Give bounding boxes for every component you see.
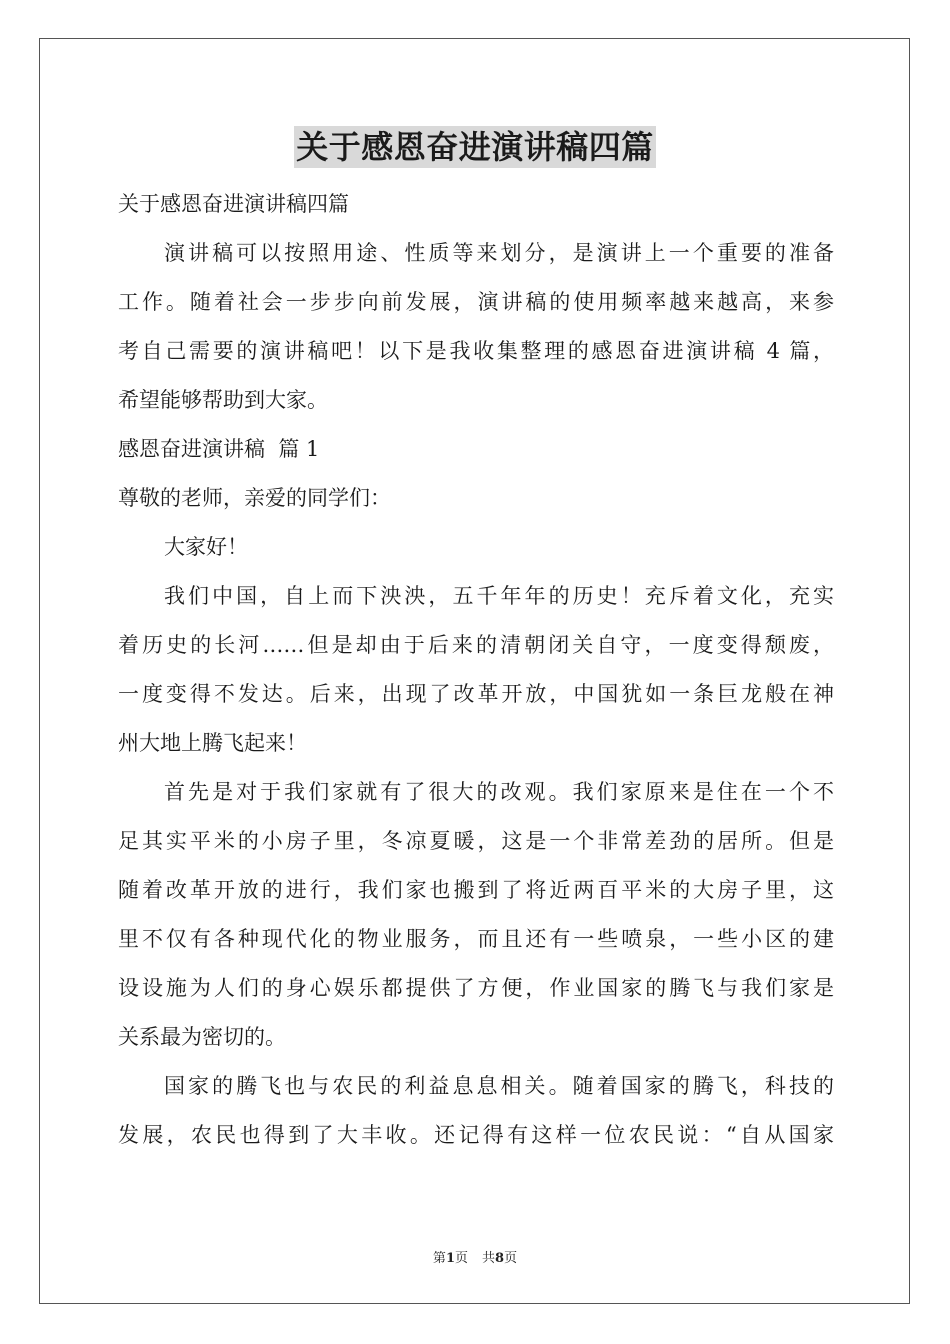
paragraph-line: 里不仅有各种现代化的物业服务，而且还有一些喷泉，一些小区的建 xyxy=(118,927,834,951)
subtitle: 关于感恩奋进演讲稿四篇 xyxy=(118,192,349,216)
intro-line: 希望能够帮助到大家。 xyxy=(118,388,328,412)
document-body xyxy=(118,180,834,1160)
page-number: 1 xyxy=(445,1251,455,1266)
title-block xyxy=(0,126,950,168)
intro-line: 考自己需要的演讲稿吧！以下是我收集整理的感恩奋进演讲稿 4 篇， xyxy=(118,339,834,363)
paragraph-line: 关系最为密切的。 xyxy=(118,1025,286,1049)
paragraph-line: 随着改革开放的进行，我们家也搬到了将近两百平米的大房子里，这 xyxy=(118,878,834,902)
total-prefix: 共 xyxy=(482,1251,496,1266)
paragraph-line: 着历史的长河……但是却由于后来的清朝闭关自守，一度变得颓废， xyxy=(118,633,834,657)
paragraph-line: 足其实平米的小房子里，冬凉夏暖，这是一个非常差劲的居所。但是 xyxy=(118,829,834,853)
paragraph-line: 设设施为人们的身心娱乐都提供了方便，作业国家的腾飞与我们家是 xyxy=(118,976,834,1000)
salutation: 尊敬的老师，亲爱的同学们： xyxy=(118,486,391,510)
paragraph-line: 首先是对于我们家就有了很大的改观。我们家原来是住在一个不 xyxy=(164,780,834,804)
page-prefix: 第 xyxy=(432,1251,446,1266)
paragraph-line: 州大地上腾飞起来！ xyxy=(118,731,307,755)
intro-line: 演讲稿可以按照用途、性质等来划分，是演讲上一个重要的准备 xyxy=(164,241,834,265)
paragraph-line: 发展，农民也得到了大丰收。还记得有这样一位农民说：“自从国家 xyxy=(118,1123,834,1147)
page-footer xyxy=(0,1247,950,1266)
section-heading: 感恩奋进演讲稿 篇 1 xyxy=(118,437,320,461)
intro-line: 工作。随着社会一步步向前发展，演讲稿的使用频率越来越高，来参 xyxy=(118,290,834,314)
page-suffix: 页 xyxy=(454,1251,468,1266)
total-suffix: 页 xyxy=(504,1251,518,1266)
document-title: 关于感恩奋进演讲稿四篇 xyxy=(296,128,654,166)
greeting: 大家好！ xyxy=(164,535,248,559)
paragraph-line: 我们中国，自上而下泱泱，五千年年的历史！充斥着文化，充实 xyxy=(164,584,834,608)
paragraph-line: 一度变得不发达。后来，出现了改革开放，中国犹如一条巨龙般在神 xyxy=(118,682,834,706)
paragraph-line: 国家的腾飞也与农民的利益息息相关。随着国家的腾飞，科技的 xyxy=(164,1074,834,1098)
total-pages: 8 xyxy=(495,1251,505,1266)
